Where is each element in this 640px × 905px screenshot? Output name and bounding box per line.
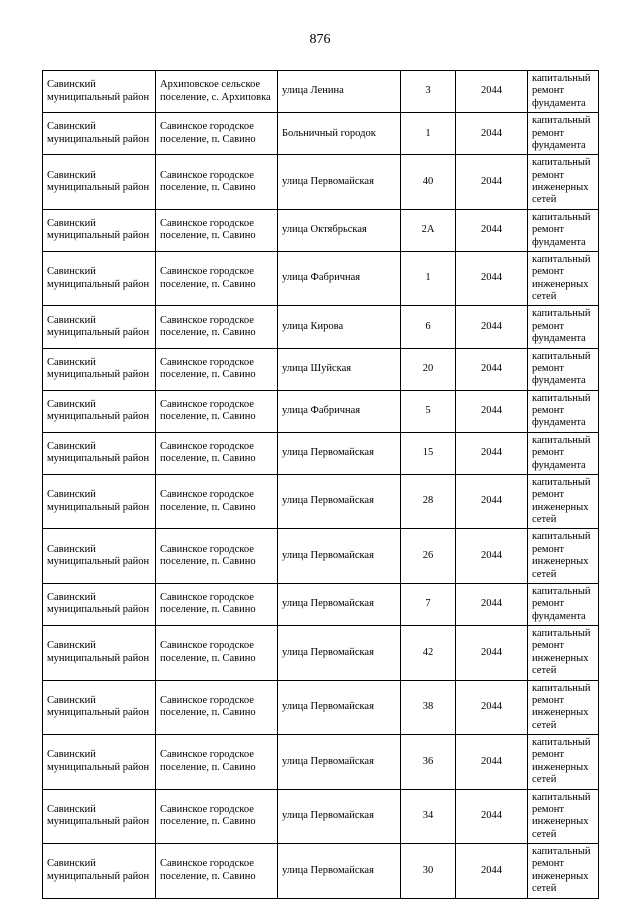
table-row — [43, 209, 599, 251]
table-cell-street: улица Первомайская — [278, 432, 401, 474]
table-row — [43, 626, 599, 681]
table-body — [43, 71, 599, 899]
table-cell-street: улица Фабричная — [278, 251, 401, 306]
table-cell-house: 40 — [401, 155, 456, 210]
table-row — [43, 71, 599, 113]
table-cell-district: Савинский муниципальный район — [43, 844, 156, 899]
table-cell-district: Савинский муниципальный район — [43, 306, 156, 348]
table-cell-settlement: Савинское городское поселение, п. Савино — [156, 306, 278, 348]
table-cell-street: улица Ленина — [278, 71, 401, 113]
table-cell-year: 2044 — [456, 306, 528, 348]
table-cell-year: 2044 — [456, 113, 528, 155]
table-cell-work: капитальный ремонт инженерных сетей — [528, 789, 599, 844]
table-cell-street: улица Первомайская — [278, 583, 401, 625]
table-cell-year: 2044 — [456, 626, 528, 681]
table-row — [43, 583, 599, 625]
table-cell-house: 42 — [401, 626, 456, 681]
table-cell-street: Больничный городок — [278, 113, 401, 155]
table-cell-district: Савинский муниципальный район — [43, 735, 156, 790]
table-cell-district: Савинский муниципальный район — [43, 432, 156, 474]
table-cell-year: 2044 — [456, 844, 528, 899]
table-cell-settlement: Савинское городское поселение, п. Савино — [156, 390, 278, 432]
table-cell-district: Савинский муниципальный район — [43, 348, 156, 390]
table-cell-settlement: Савинское городское поселение, п. Савино — [156, 583, 278, 625]
table-cell-year: 2044 — [456, 789, 528, 844]
table-cell-settlement: Савинское городское поселение, п. Савино — [156, 251, 278, 306]
table-cell-house: 5 — [401, 390, 456, 432]
table-cell-work: капитальный ремонт фундамента — [528, 306, 599, 348]
table-cell-house: 1 — [401, 251, 456, 306]
table-cell-district: Савинский муниципальный район — [43, 155, 156, 210]
table-cell-work: капитальный ремонт фундамента — [528, 113, 599, 155]
table-cell-street: улица Первомайская — [278, 474, 401, 529]
table-row — [43, 251, 599, 306]
table-cell-house: 26 — [401, 529, 456, 584]
table-cell-settlement: Савинское городское поселение, п. Савино — [156, 789, 278, 844]
table-row — [43, 680, 599, 735]
table-cell-house: 6 — [401, 306, 456, 348]
table-cell-district: Савинский муниципальный район — [43, 390, 156, 432]
table-cell-year: 2044 — [456, 529, 528, 584]
table-cell-work: капитальный ремонт фундамента — [528, 71, 599, 113]
table-cell-settlement: Савинское городское поселение, п. Савино — [156, 209, 278, 251]
table-cell-house: 38 — [401, 680, 456, 735]
table-row — [43, 789, 599, 844]
table-row — [43, 113, 599, 155]
table-cell-year: 2044 — [456, 209, 528, 251]
table-cell-settlement: Савинское городское поселение, п. Савино — [156, 155, 278, 210]
table-cell-district: Савинский муниципальный район — [43, 71, 156, 113]
table-cell-district: Савинский муниципальный район — [43, 251, 156, 306]
table-cell-settlement: Савинское городское поселение, п. Савино — [156, 113, 278, 155]
table-cell-street: улица Первомайская — [278, 626, 401, 681]
table-cell-house: 7 — [401, 583, 456, 625]
table-cell-street: улица Кирова — [278, 306, 401, 348]
table-cell-district: Савинский муниципальный район — [43, 626, 156, 681]
table-cell-settlement: Савинское городское поселение, п. Савино — [156, 680, 278, 735]
table-cell-house: 2А — [401, 209, 456, 251]
table-cell-settlement: Савинское городское поселение, п. Савино — [156, 735, 278, 790]
table-row — [43, 390, 599, 432]
table-cell-street: улица Первомайская — [278, 844, 401, 899]
table-cell-year: 2044 — [456, 735, 528, 790]
table-cell-work: капитальный ремонт инженерных сетей — [528, 529, 599, 584]
table-cell-settlement: Савинское городское поселение, п. Савино — [156, 348, 278, 390]
table-cell-work: капитальный ремонт инженерных сетей — [528, 680, 599, 735]
table-cell-district: Савинский муниципальный район — [43, 113, 156, 155]
table-cell-settlement: Савинское городское поселение, п. Савино — [156, 626, 278, 681]
table-cell-street: улица Первомайская — [278, 735, 401, 790]
table-cell-district: Савинский муниципальный район — [43, 474, 156, 529]
table-row — [43, 306, 599, 348]
table-cell-work: капитальный ремонт инженерных сетей — [528, 844, 599, 899]
table-cell-district: Савинский муниципальный район — [43, 583, 156, 625]
table-cell-year: 2044 — [456, 390, 528, 432]
table-cell-year: 2044 — [456, 155, 528, 210]
table-cell-year: 2044 — [456, 474, 528, 529]
table-row — [43, 844, 599, 899]
table-cell-year: 2044 — [456, 251, 528, 306]
table-cell-work: капитальный ремонт инженерных сетей — [528, 251, 599, 306]
table-cell-year: 2044 — [456, 348, 528, 390]
repair-schedule-table — [42, 70, 599, 899]
table-cell-year: 2044 — [456, 71, 528, 113]
table-row — [43, 529, 599, 584]
table-cell-house: 15 — [401, 432, 456, 474]
table-cell-work: капитальный ремонт инженерных сетей — [528, 626, 599, 681]
table-cell-district: Савинский муниципальный район — [43, 529, 156, 584]
table-cell-street: улица Шуйская — [278, 348, 401, 390]
table-cell-work: капитальный ремонт фундамента — [528, 209, 599, 251]
table-cell-work: капитальный ремонт фундамента — [528, 390, 599, 432]
table-row — [43, 155, 599, 210]
table-cell-house: 34 — [401, 789, 456, 844]
table-cell-district: Савинский муниципальный район — [43, 209, 156, 251]
table-cell-district: Савинский муниципальный район — [43, 789, 156, 844]
table-cell-house: 3 — [401, 71, 456, 113]
table-cell-house: 20 — [401, 348, 456, 390]
table-cell-district: Савинский муниципальный район — [43, 680, 156, 735]
table-cell-settlement: Савинское городское поселение, п. Савино — [156, 529, 278, 584]
table-cell-settlement: Архиповское сельское поселение, с. Архиповка — [156, 71, 278, 113]
table-row — [43, 735, 599, 790]
table-row — [43, 474, 599, 529]
table-cell-settlement: Савинское городское поселение, п. Савино — [156, 432, 278, 474]
table-row — [43, 432, 599, 474]
table-cell-work: капитальный ремонт фундамента — [528, 432, 599, 474]
table-row — [43, 348, 599, 390]
table-cell-settlement: Савинское городское поселение, п. Савино — [156, 844, 278, 899]
table-cell-street: улица Октябрьская — [278, 209, 401, 251]
table-cell-year: 2044 — [456, 583, 528, 625]
table-cell-year: 2044 — [456, 680, 528, 735]
table-cell-work: капитальный ремонт инженерных сетей — [528, 735, 599, 790]
table-cell-house: 28 — [401, 474, 456, 529]
table-cell-work: капитальный ремонт инженерных сетей — [528, 155, 599, 210]
table-cell-house: 30 — [401, 844, 456, 899]
table-cell-work: капитальный ремонт инженерных сетей — [528, 474, 599, 529]
table-cell-work: капитальный ремонт фундамента — [528, 348, 599, 390]
table-cell-street: улица Первомайская — [278, 529, 401, 584]
table-cell-street: улица Первомайская — [278, 789, 401, 844]
table-cell-settlement: Савинское городское поселение, п. Савино — [156, 474, 278, 529]
table-cell-work: капитальный ремонт фундамента — [528, 583, 599, 625]
page-number: 876 — [309, 32, 331, 47]
table-cell-street: улица Первомайская — [278, 155, 401, 210]
table-cell-street: улица Первомайская — [278, 680, 401, 735]
table-cell-year: 2044 — [456, 432, 528, 474]
table-cell-house: 1 — [401, 113, 456, 155]
table-cell-house: 36 — [401, 735, 456, 790]
table-cell-street: улица Фабричная — [278, 390, 401, 432]
